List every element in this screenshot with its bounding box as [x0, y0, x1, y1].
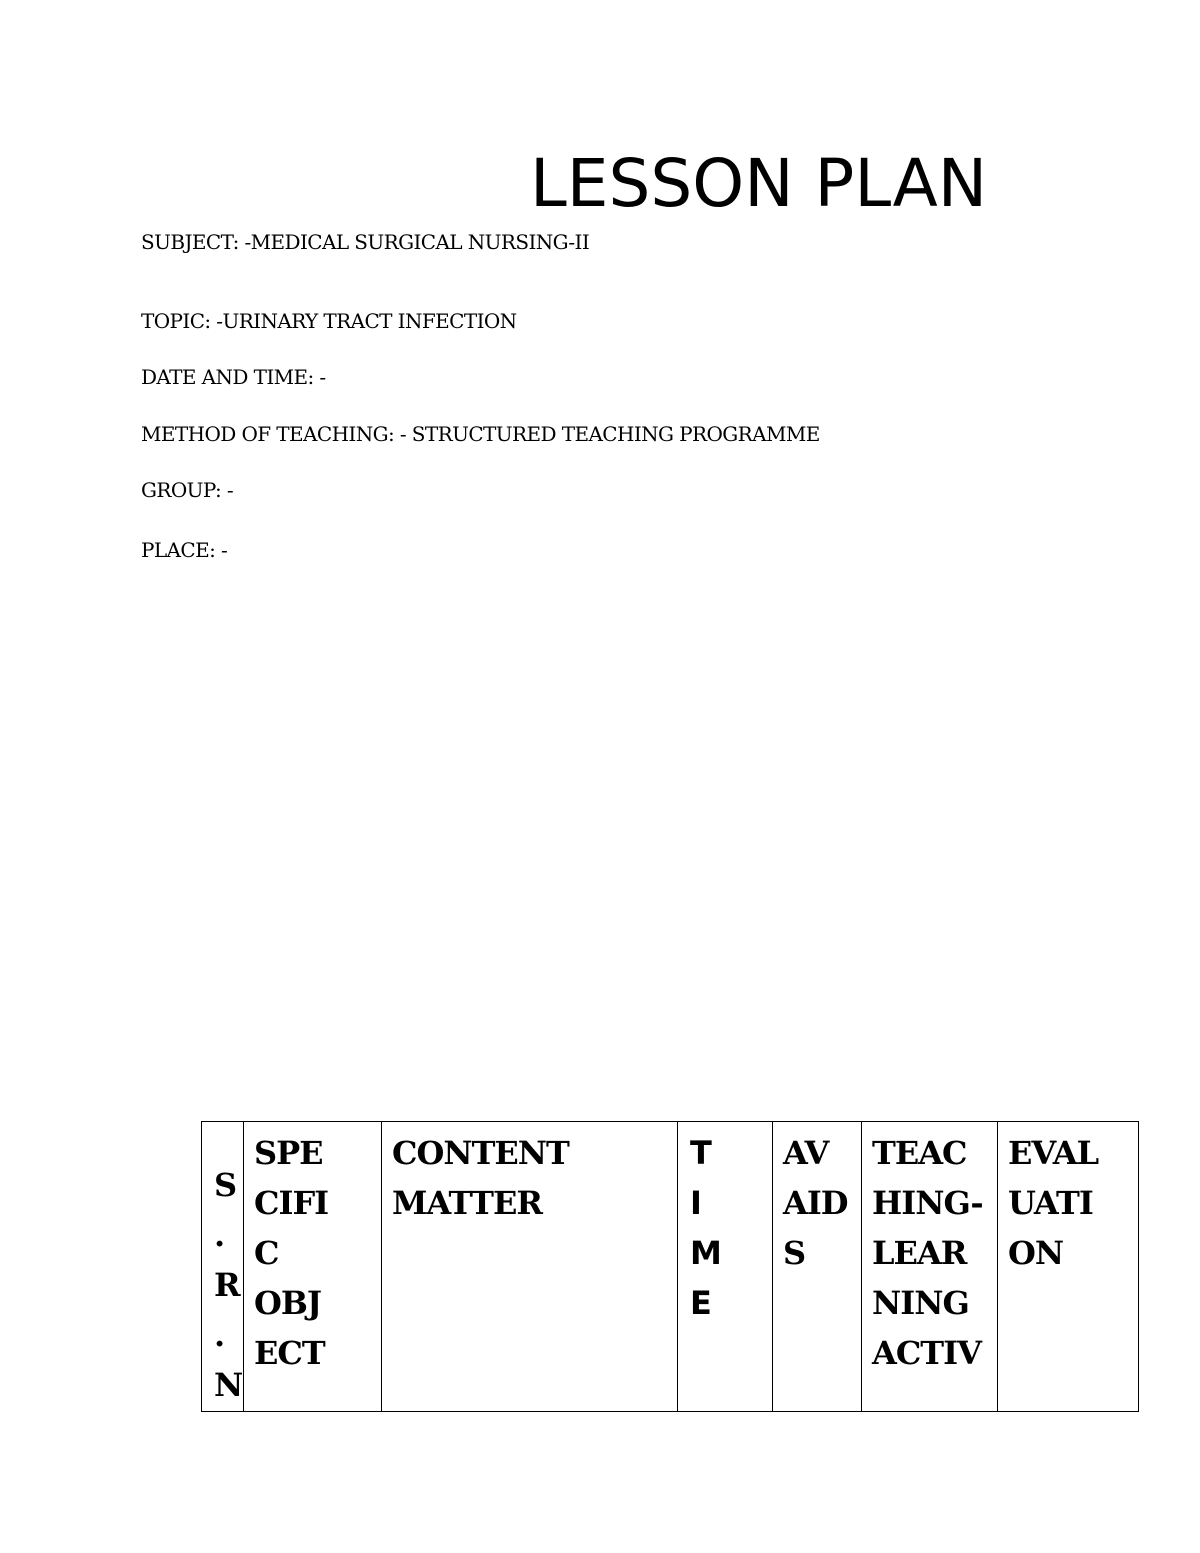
topic-field: TOPIC: -URINARY TRACT INFECTION: [141, 309, 517, 333]
header-teaching-learning-label: TEAC HING- LEAR NING ACTIV: [872, 1134, 983, 1372]
group-field: GROUP: -: [141, 478, 234, 502]
header-evaluation: [998, 1122, 1139, 1412]
header-sr-no-label: S . R . N: [214, 1166, 243, 1404]
table-header-row: [202, 1122, 1139, 1412]
lesson-plan-table: [201, 1121, 1139, 1412]
date-time-field: DATE AND TIME: -: [141, 365, 326, 389]
header-teaching-learning-activity: [862, 1122, 998, 1412]
header-av-aids-label: AV AID S: [783, 1134, 848, 1272]
header-time: [678, 1122, 773, 1412]
header-time-label: T I M E: [690, 1134, 721, 1322]
header-content-matter-label: CONTENT MATTER: [392, 1134, 569, 1222]
subject-field: SUBJECT: -MEDICAL SURGICAL NURSING-II: [141, 230, 590, 254]
header-av-aids: [773, 1122, 862, 1412]
page-title: LESSON PLAN: [530, 145, 988, 222]
header-content-matter: [382, 1122, 678, 1412]
header-specific-objective: [244, 1122, 382, 1412]
header-sr-no: [202, 1122, 244, 1412]
method-of-teaching-field: METHOD OF TEACHING: - STRUCTURED TEACHING PROGRAMME: [141, 422, 820, 446]
header-specific-objective-label: SPE CIFI C OBJ ECT: [254, 1134, 329, 1372]
header-evaluation-label: EVAL UATI ON: [1008, 1134, 1099, 1272]
place-field: PLACE: -: [141, 538, 228, 562]
